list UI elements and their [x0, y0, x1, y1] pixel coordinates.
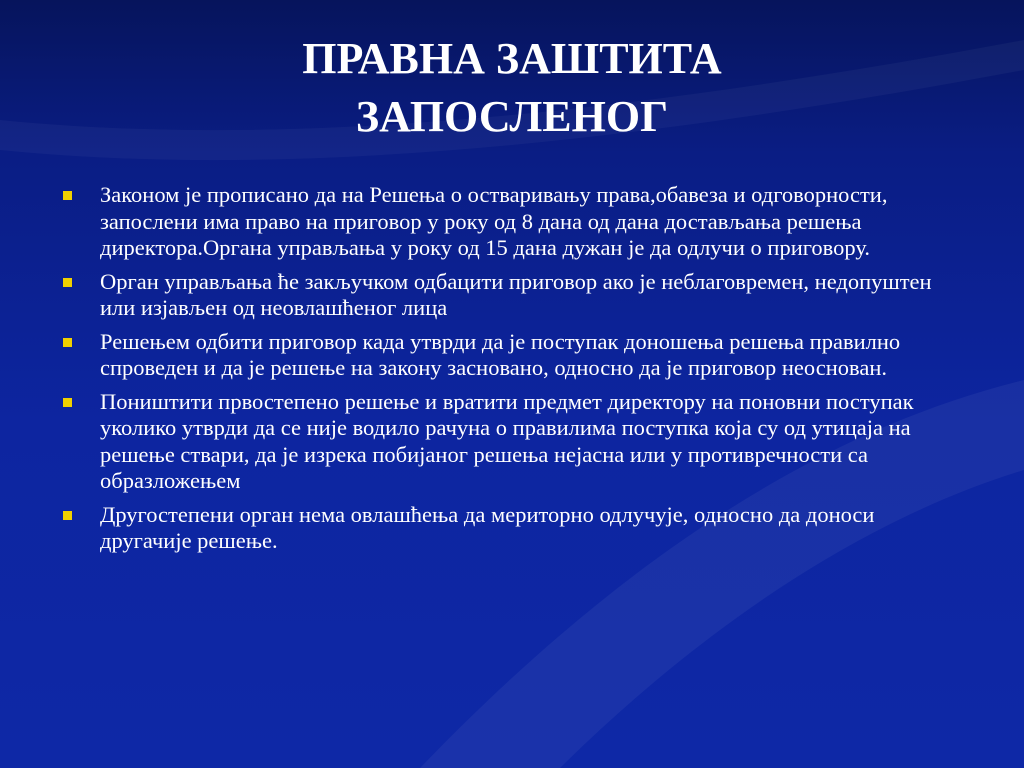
slide-title-line-1: ПРАВНА ЗАШТИТА	[302, 34, 722, 83]
bullet-item	[60, 269, 970, 322]
square-bullet-icon	[63, 191, 72, 200]
bullet-item	[60, 182, 970, 262]
slide-title-line-2: ЗАПОСЛЕНОГ	[355, 92, 669, 141]
square-bullet-icon	[63, 511, 72, 520]
slide-title	[60, 30, 964, 146]
bullet-text: Орган управљања ће закључком одбацити приговор ако је неблаговремен, недопуштен или изјављен од неовлашћеног лица	[100, 268, 932, 320]
bullet-text: Законом је прописано да на Решења о остваривању права,обавеза и одговорности, запослени има право на приговор у року од 8 дана од дана достављања решења директора.Органа управљања у року од 15 дана дужан је да одлучи о приговору.	[100, 182, 888, 260]
bullet-text: Другостепени орган нема овлашћења да мериторно одлучује, односно да доноси другачије решење.	[100, 501, 875, 553]
bullet-text: Решењем одбити приговор када утврди да је поступак доношења решења правилно спроведен и да је решење на закону засновано, односно да је приговор неоснован.	[100, 328, 901, 380]
bullet-item	[60, 329, 970, 382]
bullet-text: Поништити првостепено решење и вратити предмет директору на поновни поступак уколико утврди да се није водило рачуна о правилима поступка која су од утицаја на решење ствари, да је изрека побијаног решења нејасна или у противречности са образложењем	[100, 388, 914, 493]
square-bullet-icon	[63, 398, 72, 407]
square-bullet-icon	[63, 278, 72, 287]
bullet-item	[60, 502, 970, 555]
square-bullet-icon	[63, 338, 72, 347]
bullet-list	[60, 182, 970, 562]
bullet-item	[60, 389, 970, 495]
